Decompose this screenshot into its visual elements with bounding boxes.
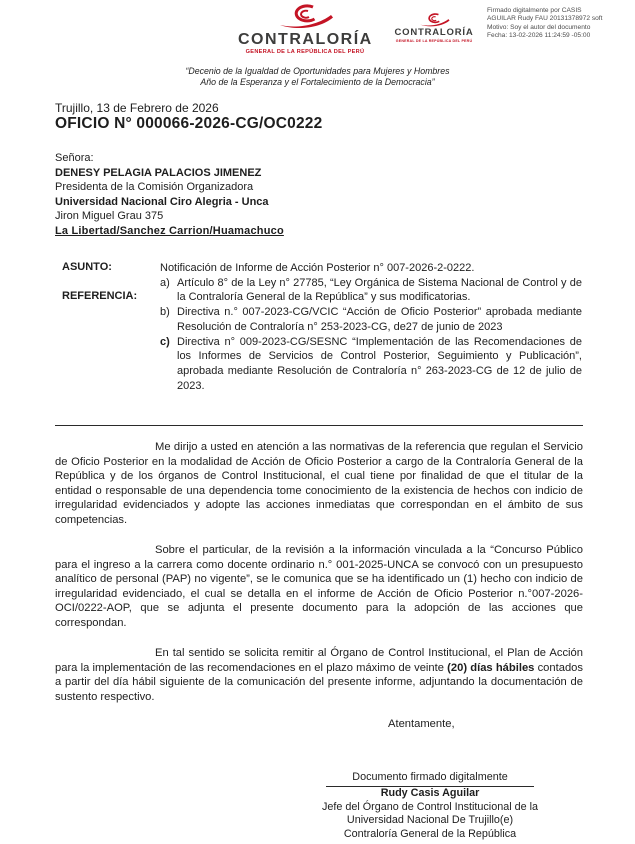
stamp-line: AGUILAR Rudy FAU 20131378972 soft xyxy=(487,15,603,23)
body-paragraph-2: Sobre el particular, de la revisión a la información vinculada a la “Concurso Público para el ingreso a la carrera como docente ordinario n.° 001-2025-UNCA se convocó con un presupuesto analítico de personal (PAP) no vigente”, se le comunica que se ha identificado un (1) hecho con indicio de irregularidad evidenciado, el cual se detalla en el informe de Acción de Oficio Posterior n.°007-2026-OCI/0222-AOP, que se adjunta el presente documento para la adopción de las acciones que correspondan. xyxy=(55,544,583,629)
addressee-address: Jiron Miguel Grau 375 xyxy=(55,210,164,222)
subject-reference-column xyxy=(160,261,582,393)
section-divider xyxy=(55,425,583,426)
signatory-entity: Contraloría General de la República xyxy=(343,828,517,841)
addressee-title: Presidenta de la Comisión Organizadora xyxy=(55,181,254,193)
paragraph-3-end: contados a partir del día hábil siguiente de la comunicación del presente informe, adjuntando la documentación de sustento respectivo. xyxy=(55,661,583,703)
signatory-institution: Universidad Nacional De Trujillo(e) xyxy=(346,814,514,827)
referencia-label: REFERENCIA: xyxy=(62,290,138,302)
official-motto xyxy=(0,66,635,88)
logo-secondary-name: CONTRALORÍA xyxy=(394,27,474,38)
referencia-marker: c) xyxy=(160,335,170,348)
addressee-institution: Universidad Nacional Ciro Alegria - Unca xyxy=(55,195,269,208)
referencia-text: Directiva n° 009-2023-CG/SESNC “Implementación de las Recomendaciones de los Informes de Servicios de Control Posterior, Seguimiento y Publicación”, aprobada mediante Resolución de Contraloría n° 263-2023-CG de 12 de julio de 2023. xyxy=(177,335,582,392)
contraloria-swoosh-icon xyxy=(274,4,336,31)
logo-primary-name: CONTRALORÍA xyxy=(238,31,373,48)
paragraph-3-start: En tal sentido se solicita remitir al Órgano de Control Institucional, el Plan de Acción para la implementación de las recomendaciones en el plazo máximo de veinte xyxy=(55,647,583,674)
addressee-location: La Libertad/Sanchez Carrion/Huamachuco xyxy=(55,224,284,237)
signatory-name: Rudy Casis Aguilar xyxy=(380,786,480,799)
contraloria-logo-secondary xyxy=(393,13,475,43)
signatory-title: Jefe del Órgano de Control Institucional de la xyxy=(321,800,539,813)
date-line: Trujillo, 13 de Febrero de 2026 xyxy=(55,101,219,115)
motto-line-1: “Decenio de la Igualdad de Oportunidades para Mujeres y Hombres xyxy=(185,66,450,76)
body-paragraph-1: Me dirijo a usted en atención a las normativas de la referencia que regulan el Servicio de Oficio Posterior en la modalidad de Acción de Oficio Posterior a cargo de la Contraloría General de la República y de los órganos de Control Institucional, el cual tiene por finalidad de que el titular de la entidad o responsable de una dependencia tome conocimiento de la existencia de hechos con indicio de irregularidad evidenciados y adopte las acciones inmediatas que correspondan en el ámbito de sus competencias. xyxy=(55,441,583,526)
referencia-item-a xyxy=(160,276,582,305)
contraloria-swoosh-icon xyxy=(417,13,451,28)
addressee-block xyxy=(55,151,284,238)
asunto-text: Notificación de Informe de Acción Posterior n° 007-2026-2-0222. xyxy=(160,262,475,274)
closing-salutation: Atentamente, xyxy=(388,718,455,730)
logo-secondary-caption: GENERAL DE LA REPÚBLICA DEL PERÚ xyxy=(395,39,473,43)
referencia-marker: a) xyxy=(160,276,170,289)
digital-signature-stamp xyxy=(487,7,633,40)
referencia-marker: b) xyxy=(160,306,170,319)
paragraph-3-bold: (20) días hábiles xyxy=(447,661,535,674)
addressee-name: DENESY PELAGIA PALACIOS JIMENEZ xyxy=(55,166,262,179)
referencia-text: Artículo 8° de la Ley n° 27785, “Ley Orgánica de Sistema Nacional de Control y de la Contraloría General de la República” y sus modificatorias. xyxy=(177,276,582,304)
referencia-item-c xyxy=(160,335,582,394)
motto-line-2: Año de la Esperanza y el Fortalecimiento de la Democracia” xyxy=(200,76,435,87)
body-paragraph-3 xyxy=(55,646,583,704)
oficio-number: OFICIO N° 000066-2026-CG/OC0222 xyxy=(55,115,323,132)
stamp-line: Motivo: Soy el autor del documento xyxy=(487,23,591,31)
stamp-line: Fecha: 13-02-2026 11:24:59 -05:00 xyxy=(487,31,591,39)
contraloria-logo-primary xyxy=(238,4,372,55)
asunto-label: ASUNTO: xyxy=(62,261,112,273)
letter-body xyxy=(55,440,583,720)
referencia-text: Directiva n.° 007-2023-CG/VCIC “Acción de Oficio Posterior” aprobada mediante Resolución de Contraloría n° 253-2023-CG, de27 de junio de 2023 xyxy=(177,306,582,333)
signature-block xyxy=(280,771,580,842)
stamp-line: Firmado digitalmente por CASIS xyxy=(487,7,582,14)
logo-primary-caption: GENERAL DE LA REPÚBLICA DEL PERÚ xyxy=(245,49,365,55)
referencia-item-b xyxy=(160,305,582,334)
addressee-salutation: Señora: xyxy=(55,152,94,164)
signature-digital-note: Documento firmado digitalmente xyxy=(326,771,533,787)
